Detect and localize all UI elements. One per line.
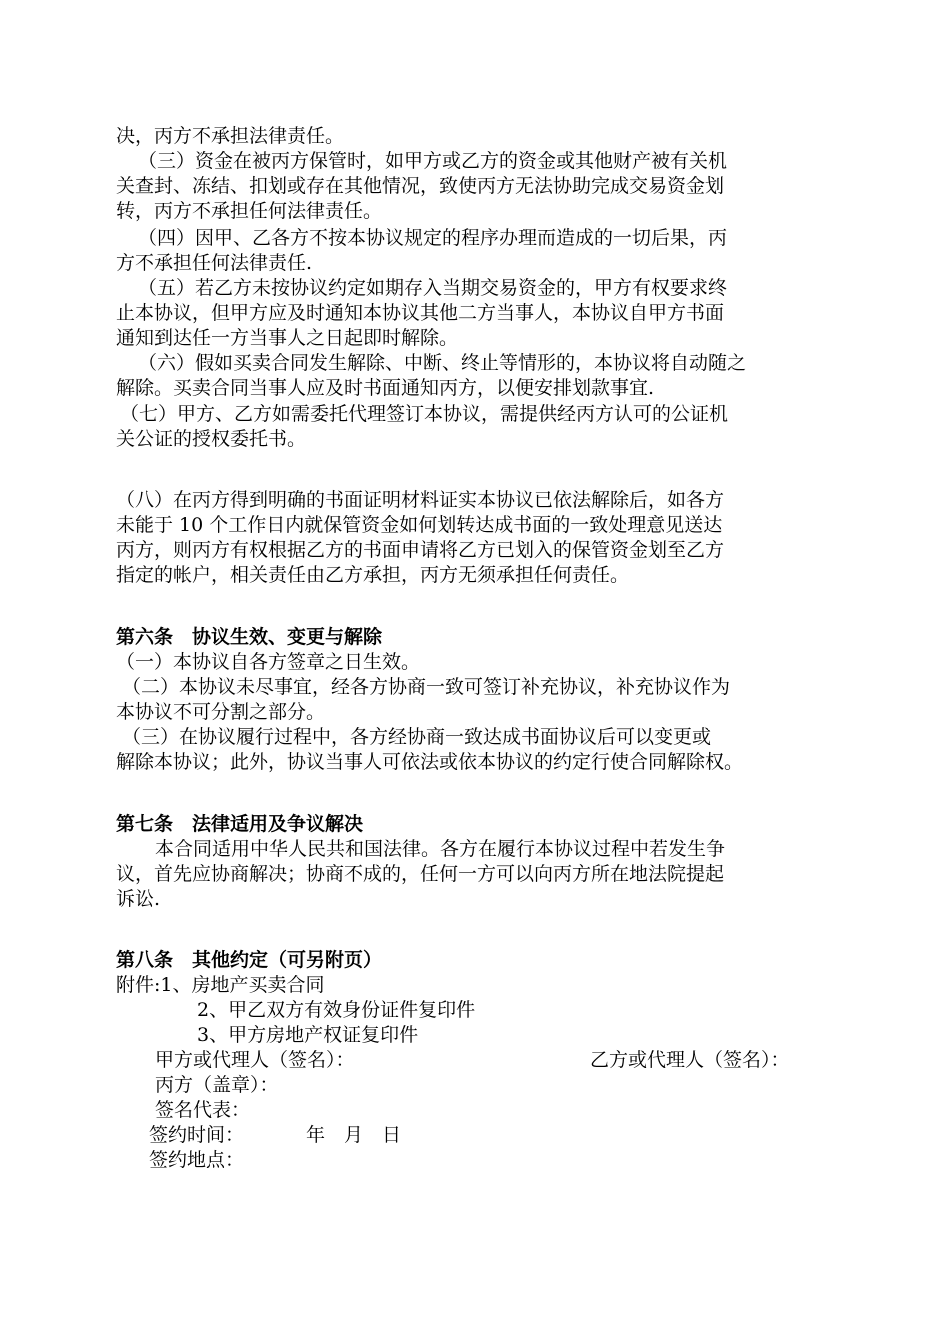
paragraph-line: 本协议不可分割之部分。 bbox=[116, 701, 326, 723]
paragraph-line: 丙方，则丙方有权根据乙方的书面申请将乙方已划入的保管资金划至乙方 bbox=[116, 539, 725, 561]
paragraph-line: 转，丙方不承担任何法律责任。 bbox=[116, 200, 383, 222]
clause-5-6: （六）假如买卖合同发生解除、中断、终止等情形的，本协议将自动随之 bbox=[138, 352, 747, 374]
clause-5-3: （三）资金在被丙方保管时，如甲方或乙方的资金或其他财产被有关机 bbox=[138, 150, 728, 172]
paragraph-line: 方不承担任何法律责任. bbox=[116, 252, 313, 274]
attachment-2: 2、甲乙双方有效身份证件复印件 bbox=[197, 999, 476, 1021]
clause-5-4: （四）因甲、乙各方不按本协议规定的程序办理而造成的一切后果，丙 bbox=[138, 227, 728, 249]
paragraph-line: 关公证的授权委托书。 bbox=[116, 428, 307, 450]
paragraph-line: 诉讼. bbox=[116, 888, 161, 910]
paragraph-line: 指定的帐户，相关责任由乙方承担，丙方无须承担任何责任。 bbox=[116, 564, 630, 586]
paragraph-line: 止本协议，但甲方应及时通知本协议其他二方当事人，本协议自甲方书面 bbox=[116, 302, 725, 324]
paragraph-line: 未能于 10 个工作日内就保管资金如何划转达成书面的一致处理意见送达 bbox=[116, 514, 723, 536]
attachment-3: 3、甲方房地产权证复印件 bbox=[197, 1024, 419, 1046]
paragraph-line: 解除本协议；此外，协议当事人可依法或依本协议的约定行使合同解除权。 bbox=[116, 751, 744, 773]
party-b-signature-label: 乙方或代理人（签名）： bbox=[590, 1049, 790, 1071]
sign-time-label: 签约时间： bbox=[149, 1124, 245, 1146]
clause-6-3: （三）在协议履行过程中，各方经协商一致达成书面协议后可以变更或 bbox=[122, 726, 712, 748]
article-6-heading: 第六条 协议生效、变更与解除 bbox=[116, 626, 383, 648]
party-c-seal-label: 丙方（盖章）： bbox=[155, 1074, 279, 1096]
article-8-heading: 第八条 其他约定（可另附页） bbox=[116, 949, 383, 971]
paragraph-line: 议，首先应协商解决；协商不成的，任何一方可以向丙方所在地法院提起 bbox=[116, 863, 725, 885]
party-a-signature-label: 甲方或代理人（签名）： bbox=[155, 1049, 355, 1071]
attachment-1: 附件:1、房地产买卖合同 bbox=[116, 974, 325, 996]
clause-5-5: （五）若乙方未按协议约定如期存入当期交易资金的，甲方有权要求终 bbox=[138, 277, 728, 299]
paragraph-line: 决，丙方不承担法律责任。 bbox=[116, 125, 345, 147]
clause-6-2: （二）本协议未尽事宜，经各方协商一致可签订补充协议，补充协议作为 bbox=[122, 676, 731, 698]
sign-place-label: 签约地点： bbox=[149, 1149, 245, 1171]
paragraph-line: 关查封、冻结、扣划或存在其他情况，致使丙方无法协助完成交易资金划 bbox=[116, 175, 725, 197]
clause-6-1: （一）本协议自各方签章之日生效。 bbox=[116, 651, 421, 673]
clause-5-7: （七）甲方、乙方如需委托代理签订本协议，需提供经丙方认可的公证机 bbox=[120, 403, 729, 425]
sign-date-fields: 年 月 日 bbox=[306, 1124, 402, 1146]
paragraph-line: 解除。买卖合同当事人应及时书面通知丙方，以便安排划款事宜. bbox=[116, 377, 655, 399]
article-7-heading: 第七条 法律适用及争议解决 bbox=[116, 813, 364, 835]
article-7-body: 本合同适用中华人民共和国法律。各方在履行本协议过程中若发生争 bbox=[155, 838, 726, 860]
representative-label: 签名代表： bbox=[155, 1099, 251, 1121]
paragraph-line: 通知到达任一方当事人之日起即时解除。 bbox=[116, 327, 459, 349]
clause-5-8: （八）在丙方得到明确的书面证明材料证实本协议已依法解除后，如各方 bbox=[116, 489, 725, 511]
